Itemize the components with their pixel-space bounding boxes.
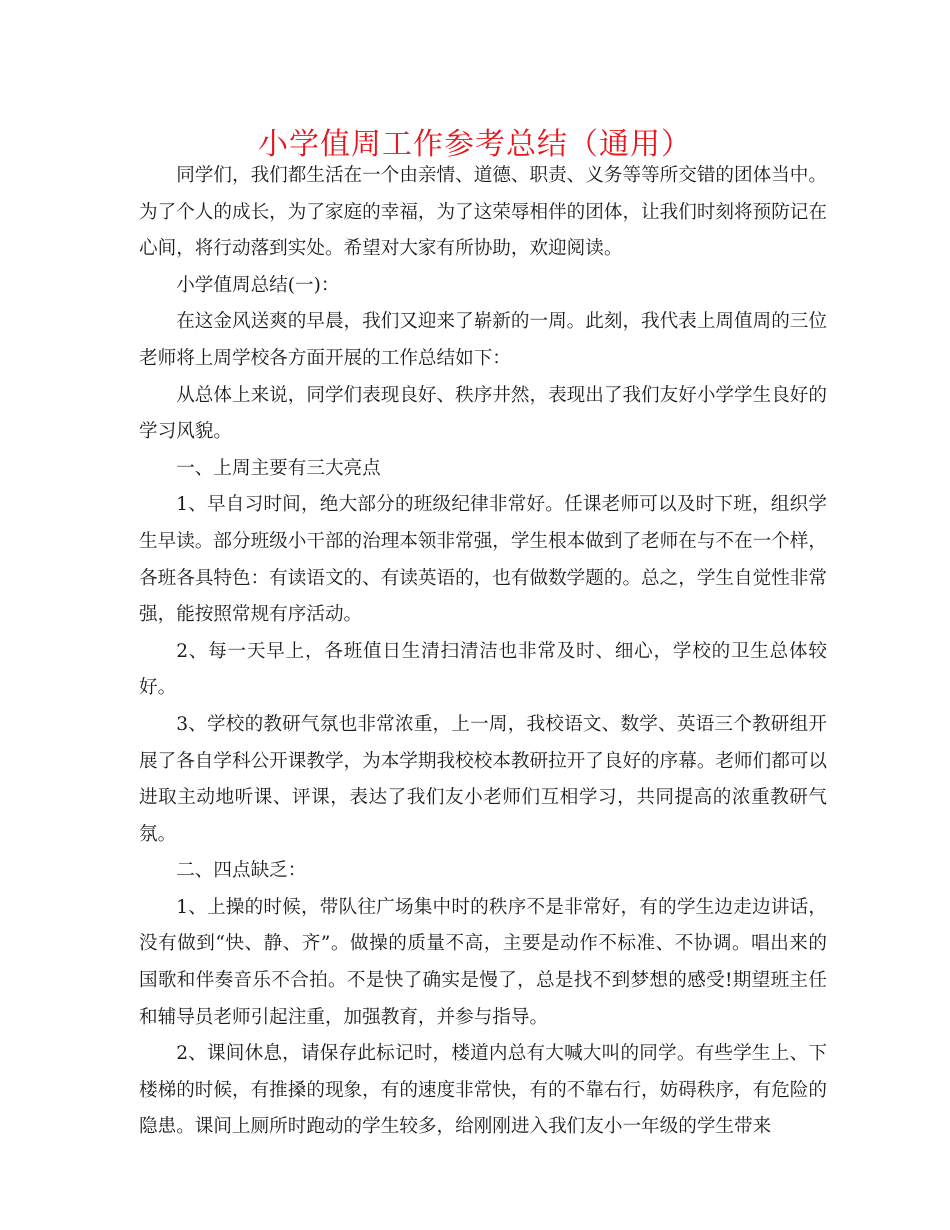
paragraph-highlight-2: 2、每一天早上，各班值日生清扫清洁也非常及时、细心，学校的卫生总体较好。 xyxy=(139,640,827,699)
paragraph-shortcomings-heading: 二、四点缺乏： xyxy=(176,860,307,882)
paragraph-shortcoming-1: 1、上操的时候，带队往广场集中时的秩序不是非常好，有的学生边走边讲话，没有做到“快、静、齐”。做操的质量不高，主要是动作不标准、不协调。唱出来的国歌和伴奏音乐不合拍。不是快了确实是慢了，总是找不到梦想的感受!期望班主任和辅导员老师引起注重，加强教育，并参与指导。 xyxy=(139,896,827,1028)
paragraph-section-heading: 小学值周总结(一)： xyxy=(176,274,340,296)
paragraph-highlights-heading: 一、上周主要有三大亮点 xyxy=(176,457,381,479)
document-title: 小学值周工作参考总结（通用） xyxy=(258,127,692,162)
paragraph-shortcoming-2: 2、课间休息，请保存此标记时，楼道内总有大喊大叫的同学。有些学生上、下楼梯的时候，有推搡的现象，有的速度非常快，有的不靠右行，妨碍秩序，有危险的隐患。课间上厕所时跑动的学生较多，给刚刚进入我们友小一年级的学生带来 xyxy=(139,1043,827,1138)
paragraph-highlight-1: 1、早自习时间，绝大部分的班级纪律非常好。任课老师可以及时下班，组织学生早读。部分班级小干部的治理本领非常强，学生根本做到了老师在与不在一个样，各班各具特色：有读语文的、有读英语的，也有做数学题的。总之，学生自觉性非常强，能按照常规有序活动。 xyxy=(139,494,827,626)
paragraph-opening: 在这金风送爽的早晨，我们又迎来了崭新的一周。此刻，我代表上周值周的三位老师将上周学校各方面开展的工作总结如下： xyxy=(139,311,827,369)
paragraph-overview: 从总体上来说，同学们表现良好、秩序井然，表现出了我们友好小学学生良好的学习风貌。 xyxy=(139,384,827,443)
paragraph-intro: 同学们，我们都生活在一个由亲情、道德、职责、义务等等所交错的团体当中。为了个人的成长，为了家庭的幸福，为了这荣辱相伴的团体，让我们时刻将预防记在心间，将行动落到实处。希望对大家有所协助，欢迎阅读。 xyxy=(139,165,827,260)
document-body xyxy=(139,158,827,1146)
paragraph-highlight-3: 3、学校的教研气氛也非常浓重，上一周，我校语文、数学、英语三个教研组开展了各自学科公开课教学，为本学期我校校本教研拉开了良好的序幕。老师们都可以进取主动地听课、评课，表达了我们友小老师们互相学习，共同提高的浓重教研气氛。 xyxy=(139,713,827,845)
